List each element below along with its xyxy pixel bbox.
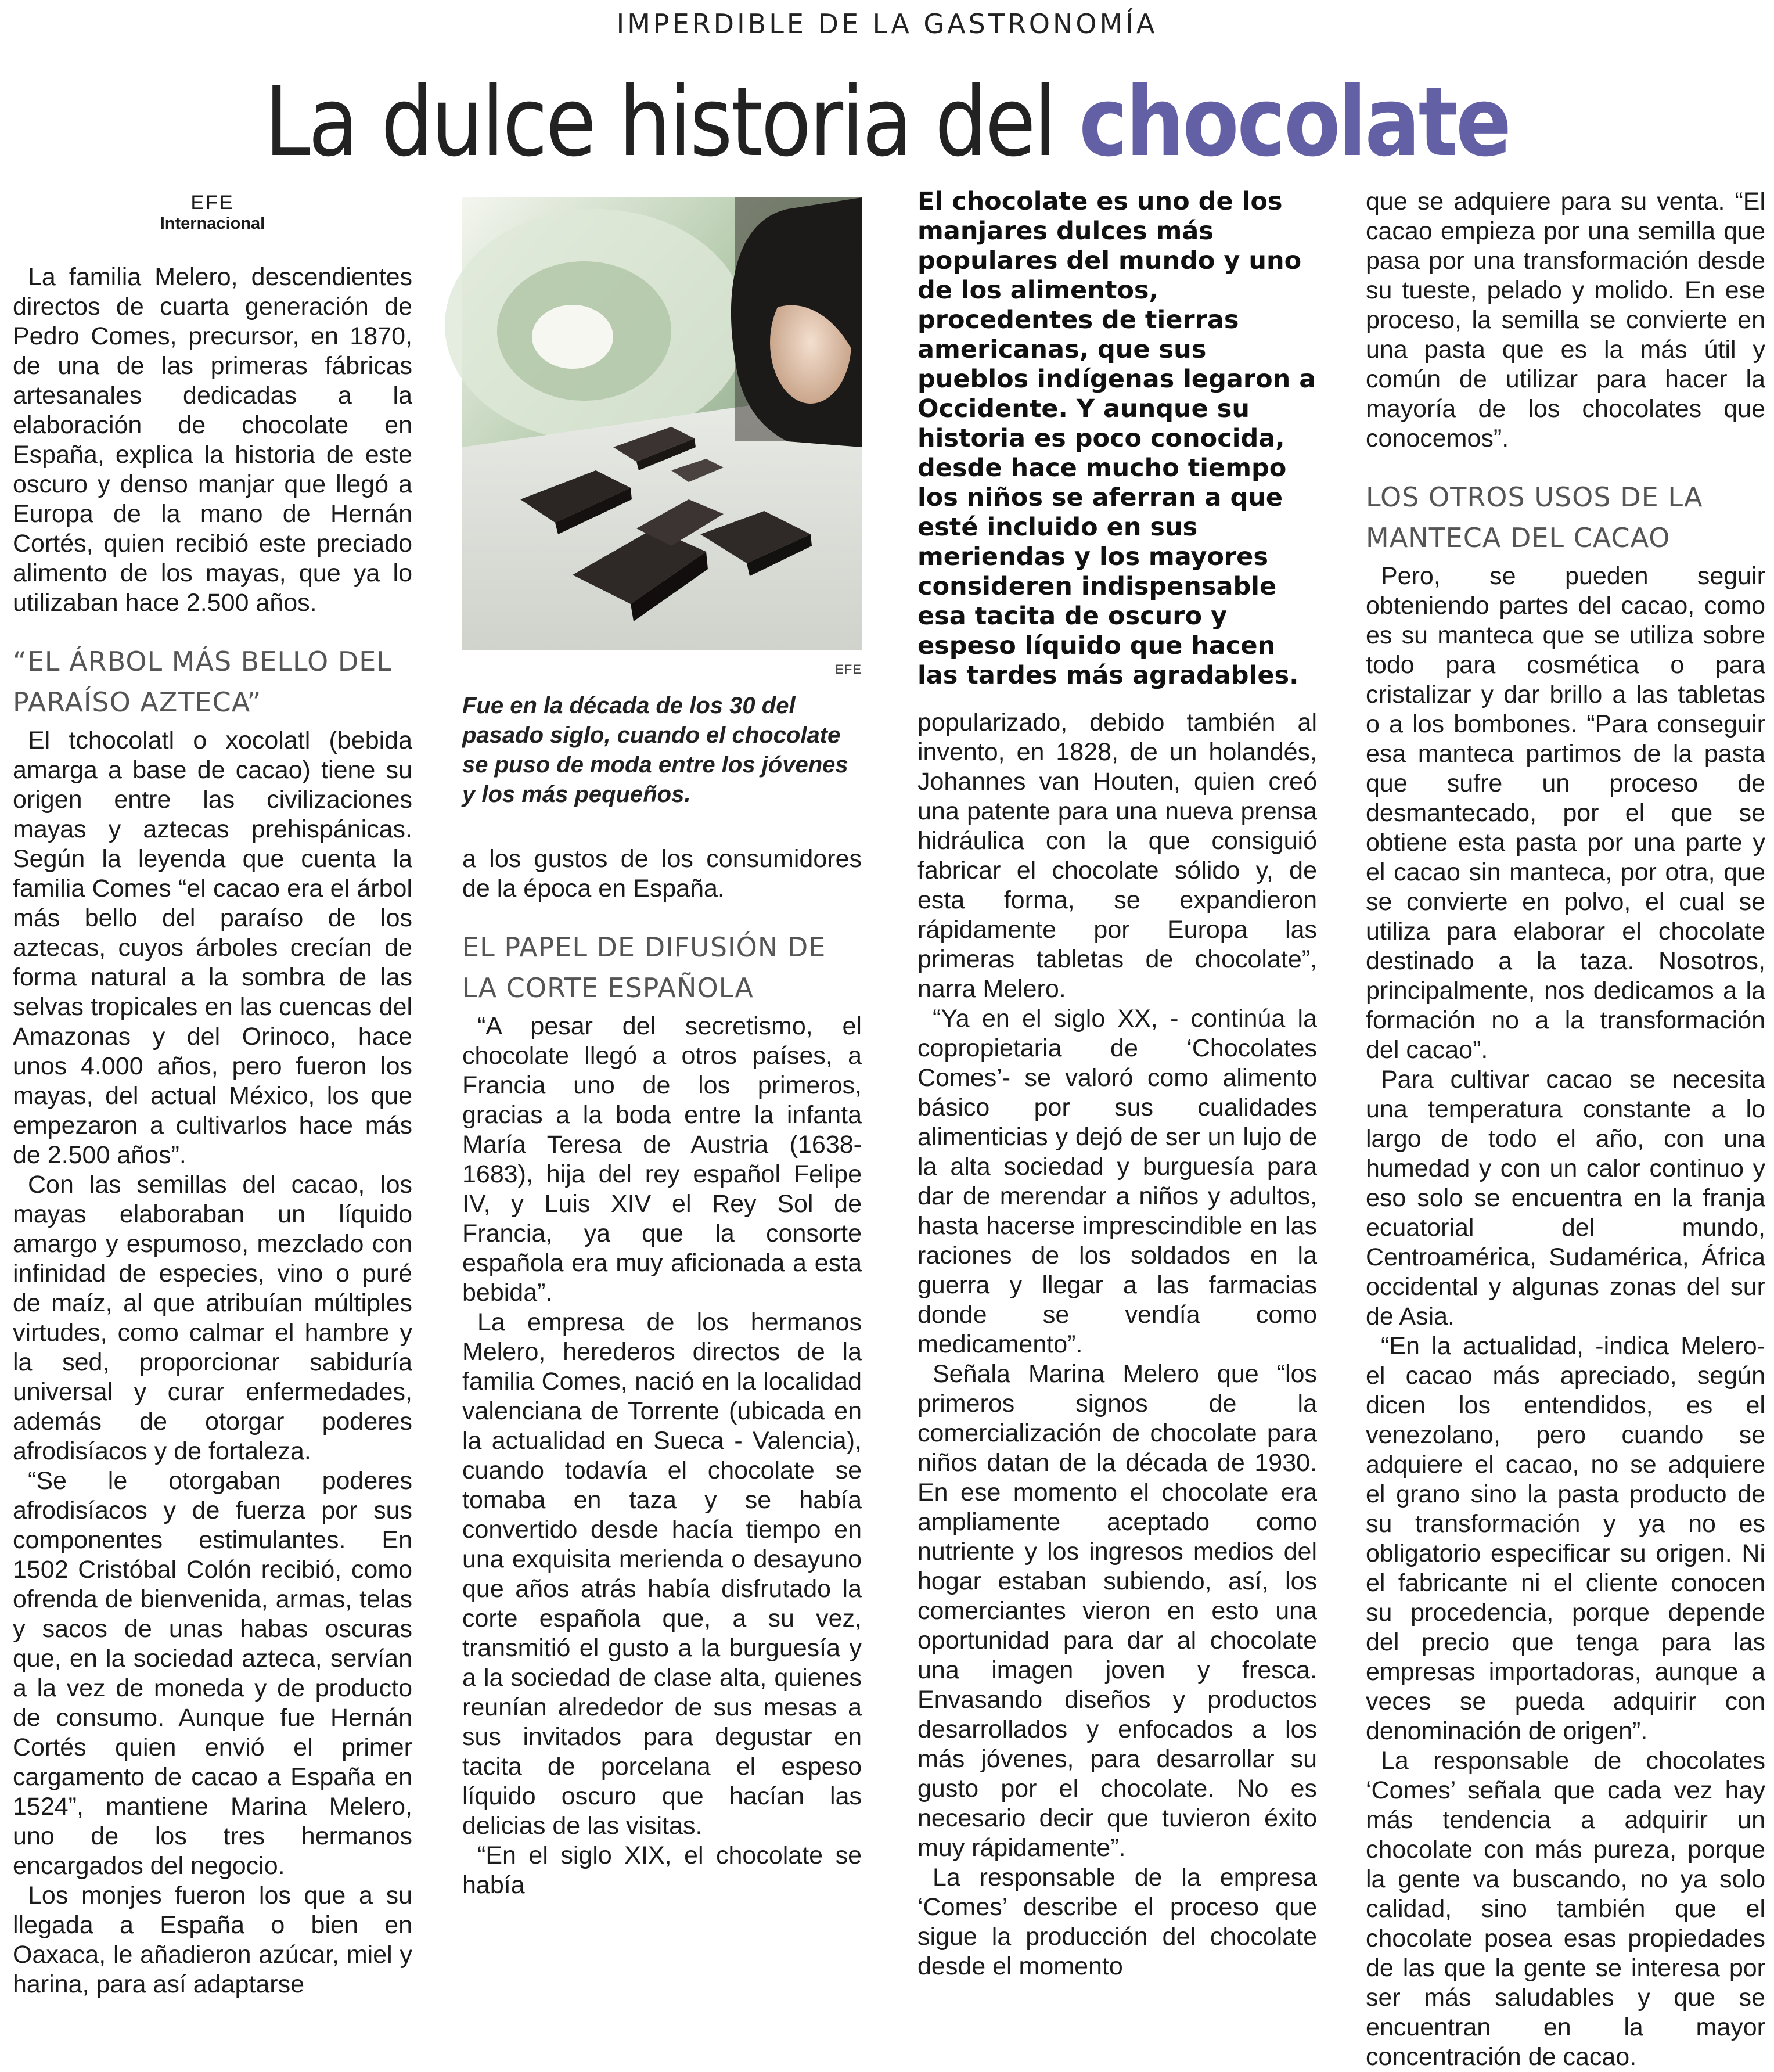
paragraph: La responsable de chocolates ‘Comes’ señala que cada vez hay más tendencia a adquirir un chocolate con más pureza, porque la gente va buscando, no ya solo calidad, sino también que el chocolate posea esas propiedades de las que la gente se interesa por ser más saludables y que se encuentran en la mayor concentración de cacao. [1366, 1747, 1765, 2071]
photo-caption: Fue en la década de los 30 del pasado siglo, cuando el chocolate se puso de moda entre los jóvenes y los más pequeños. [462, 693, 848, 807]
paragraph: La responsable de la empresa ‘Comes’ describe el proceso que sigue la producción del chocolate desde el momento [917, 1864, 1317, 1980]
headline-plain: La dulce historia del [264, 66, 1079, 178]
byline-agency: EFE [190, 192, 235, 214]
paragraph: Pero, se pueden seguir obteniendo partes del cacao, como es su manteca que se utiliza sobre todo para cosmética o para cristalizar y dar brillo a las tabletas o a los bombones. “Para conseguir esa manteca partimos de la pasta que sufre un proceso de desmantecado, por el que se obtiene esta pasta por una parte y el cacao sin manteca, por otra, que se convierte en polvo, el cual se utiliza para elaborar el chocolate destinado a la taza. Nosotros, principalmente, nos dedicamos a la formación no a la transformación del cacao”. [1366, 562, 1765, 1064]
section-kicker: IMPERDIBLE DE LA GASTRONOMÍA [616, 8, 1158, 39]
headline-accent: chocolate [1079, 66, 1510, 178]
paragraph: “Ya en el siglo XX, - continúa la copropietaria de ‘Chocolates Comes’- se valoró como alimento básico por sus cualidades alimenticias y dejó de ser un lujo de la alta sociedad y burguesía para dar de merendar a niños y adultos, hasta hacerse imprescindible en las raciones de los soldados en la guerra y llegar a las farmacias donde se vendía como medicamento”. [917, 1005, 1317, 1358]
paragraph: “En la actualidad, -indica Melero- el cacao más apreciado, según dicen los entendidos, es el venezolano, pero cuando se adquiere el cacao, no se adquiere el grano sino la pasta producto de su transformación y ya no es obligatorio especificar su origen. Ni el fabricante ni el cliente conocen su procedencia, porque depende del precio que tenga para las empresas importadoras, aunque a veces se pueda adquirir con denominación de origen”. [1366, 1332, 1765, 1745]
photo-credit: EFE [835, 662, 862, 677]
paragraph: La familia Melero, descendientes directos de cuarta generación de Pedro Comes, precursor, en 1870, de una de las primeras fábricas artesanales dedicadas a la elaboración de chocolate en España, explica la historia de este oscuro y denso manjar que llegó a Europa de la mano de Hernán Cortés, quien recibió este preciado alimento de los mayas, que ya lo utilizaban hace 2.500 años. [13, 263, 412, 617]
paragraph: “Se le otorgaban poderes afrodisíacos y de fuerza por sus componentes estimulantes. En 1502 Cristóbal Colón recibió, como ofrenda de bienvenida, armas, telas y sacos de unas habas oscuras que, en la sociedad azteca, servían a la vez de moneda y de producto de consumo. Aunque fue Hernán Cortés quien envió el primer cargamento de cacao a España en 1524”, mantiene Marina Melero, uno de los tres hermanos encargados del negocio. [13, 1467, 412, 1880]
paragraph: Señala Marina Melero que “los primeros signos de la comercialización de chocolate para niños datan de la década de 1930. En ese momento el chocolate era ampliamente aceptado como nutriente y los ingresos medios del hogar estaban subiendo, así, los comerciantes vieron en esto una oportunidad para dar al chocolate una imagen joven y fresca. Envasando diseños y productos desarrollados y enfocados a los más jóvenes, para desarrollar su gusto por el chocolate. No es necesario decir que tuvieron éxito muy rápidamente”. [917, 1360, 1317, 1862]
subheading: “EL ÁRBOL MÁS BELLO DEL PARAÍSO AZTECA” [13, 646, 392, 718]
paragraph: a los gustos de los consumidores de la época en España. [462, 845, 862, 902]
paragraph: La empresa de los hermanos Melero, herederos directos de la familia Comes, nació en la localidad valenciana de Torrente (ubicada en la actualidad en Sueca - Valencia), cuando todavía el chocolate se tomaba en taza y se había convertido desde hacía tiempo en una exquisita merienda o desayuno que años atrás había disfrutado la corte española que, a su vez, transmitió el gusto a la burguesía y a la sociedad de clase alta, quienes reunían alrededor de sus mesas a sus invitados para degustar en tacita de porcelana el espeso líquido oscuro que hacían las delicias de las visitas. [462, 1308, 862, 1840]
paragraph: Para cultivar cacao se necesita una temperatura constante a lo largo de todo el año, con una humedad y con un calor continuo y eso solo se encuentra en la franja ecuatorial del mundo, Centroamérica, Sudamérica, África occidental y algunas zonas del sur de Asia. [1366, 1066, 1765, 1330]
lead-paragraph: El chocolate es uno de los manjares dulces más populares del mundo y uno de los alimentos, procedentes de tierras americanas, que sus pueblos indígenas legaron a Occidente. Y aunque su historia es poco conocida, desde hace mucho tiempo los niños se aferran a que esté incluido en sus meriendas y los mayores consideren indispensable esa tacita de oscuro y espeso líquido que hacen las tardes más agradables. [917, 187, 1316, 690]
headline [124, 64, 1650, 180]
chocolate-bars-image [462, 197, 862, 650]
paragraph: Con las semillas del cacao, los mayas elaboraban un líquido amargo y espumoso, mezclado con infinidad de especies, vino o puré de maíz, al que atribuían múltiples virtudes, como calmar el hambre y la sed, proporcionar sabiduría universal y curar enfermedades, además de otorgar poderes afrodisíacos y de fortaleza. [13, 1171, 412, 1465]
column-1 [13, 187, 412, 1998]
paragraph: Los monjes fueron los que a su llegada a España o bien en Oaxaca, le añadieron azúcar, miel y harina, para así adaptarse [13, 1882, 412, 1998]
photo-block [462, 197, 862, 685]
column-3 [917, 187, 1317, 1980]
paragraph: “En el siglo XIX, el chocolate se había [462, 1841, 862, 1899]
paragraph: El tchocolatl o xocolatl (bebida amarga a base de cacao) tiene su origen entre las civilizaciones mayas y aztecas prehispánicas. Según la leyenda que cuenta la familia Comes “el cacao era el árbol más bello del paraíso de los aztecas, cuyos árboles crecían de forma natural a la sombra de las selvas tropicales en las cuencas del Amazonas y del Orinoco, hace unos 4.000 años, pero fueron los mayas, del actual México, los que empezaron a cultivarlos hace más de 2.500 años”. [13, 726, 412, 1169]
paragraph: que se adquiere para su venta. “El cacao empieza por una semilla que pasa por una transformación desde su tueste, pelado y molido. En ese proceso, la semilla se convierte en una pasta que es la más útil y común de utilizar para hacer la mayoría de los chocolates que conocemos”. [1366, 188, 1765, 452]
subheading: EL PAPEL DE DIFUSIÓN DE LA CORTE ESPAÑOLA [462, 931, 826, 1003]
paragraph: popularizado, debido también al invento, en 1828, de un holandés, Johannes van Houten, quien creó una patente para una nueva prensa hidráulica con la que consiguió fabricar el chocolate sólido y, de esta forma, se expandieron rápidamente por Europa las primeras tabletas de chocolate”, narra Melero. [917, 708, 1317, 1003]
byline-section: Internacional [160, 214, 265, 233]
column-2 [462, 187, 862, 1899]
subheading: LOS OTROS USOS DE LA MANTECA DEL CACAO [1366, 481, 1703, 553]
column-4 [1366, 187, 1765, 2071]
paragraph: “A pesar del secretismo, el chocolate llegó a otros países, a Francia uno de los primeros, gracias a la boda entre la infanta María Teresa de Austria (1638-1683), hija del rey español Felipe IV, y Luis XIV el Rey Sol de Francia, ya que la consorte española era muy aficionada a esta bebida”. [462, 1012, 862, 1307]
chocolate-photo [462, 197, 862, 677]
